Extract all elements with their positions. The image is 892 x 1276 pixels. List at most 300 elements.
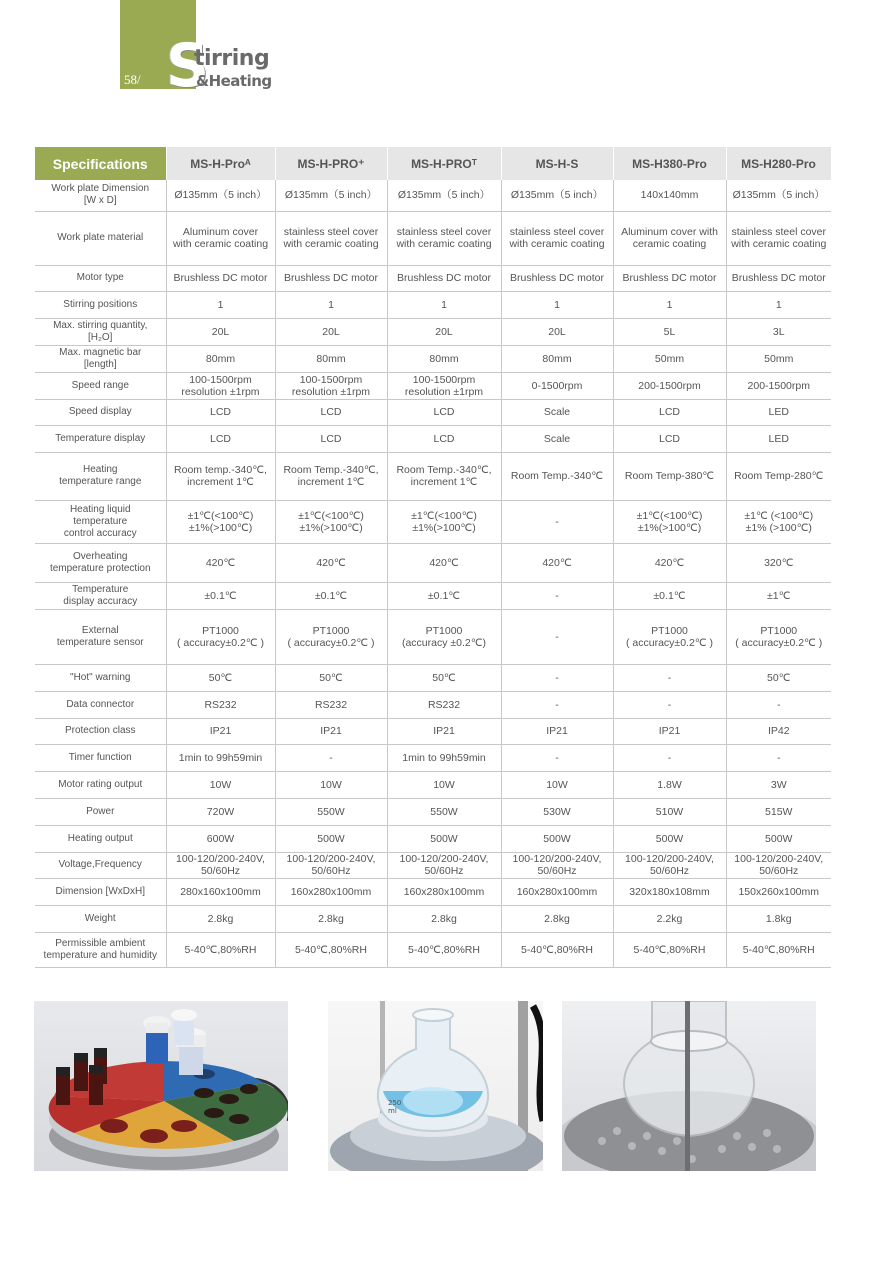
table-cell	[726, 852, 831, 878]
table-cell	[501, 345, 613, 372]
cell-value-line: IP21	[320, 725, 342, 737]
table-cell	[387, 852, 501, 878]
table-cell	[501, 372, 613, 399]
table-cell	[613, 211, 726, 265]
cell-value-line: 20L	[322, 325, 340, 338]
cell-value-line: 5-40℃,80%RH	[742, 943, 815, 956]
cell-value-line: with ceramic coating	[509, 238, 605, 250]
cell-value-line: 320℃	[764, 556, 794, 569]
cell-value-line: LED	[768, 432, 789, 445]
row-label-line: Max. magnetic bar	[59, 346, 142, 358]
table-cell	[275, 372, 387, 399]
table-cell	[387, 932, 501, 967]
cell-value-line: Brushless DC motor	[173, 272, 268, 284]
cell-value-line: 140x140mm	[640, 189, 699, 202]
cell-value-line: 50℃	[319, 671, 343, 684]
cell-value-line: 600W	[206, 832, 235, 845]
cell-value-line: -	[667, 698, 672, 711]
cell-value-line: 530W	[543, 805, 571, 818]
cell-value-line: PT1000	[651, 624, 688, 637]
row-label-line: temperature sensor	[56, 636, 144, 648]
table-cell	[613, 878, 726, 905]
table-cell	[387, 318, 501, 345]
table-cell	[613, 691, 726, 718]
cell-value-line: -	[777, 698, 781, 711]
table-cell	[166, 798, 275, 825]
row-label-line: Power	[86, 805, 115, 817]
table-cell	[501, 609, 613, 664]
cell-value-line: 80mm	[316, 352, 346, 365]
row-label	[35, 345, 166, 372]
cell-value-line: 1	[217, 298, 224, 311]
table-cell	[166, 318, 275, 345]
cell-value-line: 160x280x100mm	[403, 885, 485, 898]
table-cell	[166, 852, 275, 878]
cell-value-line: 100-120/200-240V,	[286, 853, 376, 865]
table-cell	[501, 582, 613, 609]
table-cell	[613, 852, 726, 878]
cell-value-line: ( accuracy±0.2℃ )	[287, 636, 375, 649]
table-cell	[613, 500, 726, 543]
row-label	[35, 718, 166, 744]
table-cell	[501, 425, 613, 452]
cell-value-line: 100-1500rpm	[299, 373, 363, 386]
cell-value-line: PT1000	[312, 624, 350, 637]
cell-value-line: Ø135mm（5 inch）	[397, 189, 491, 202]
cell-value-line: 420℃	[205, 556, 236, 569]
flask-mark-unit: ml	[388, 1107, 397, 1115]
table-row	[35, 878, 831, 905]
cell-value-line: LED	[768, 406, 789, 418]
cell-value-line: Ø135mm（5 inch）	[174, 189, 267, 202]
cell-value-line: Ø135mm（5 inch）	[284, 189, 378, 202]
table-cell	[726, 905, 831, 932]
cell-value-line: -	[667, 671, 672, 684]
table-cell	[613, 609, 726, 664]
cell-value-line: 1min to 99h59min	[178, 751, 263, 764]
cell-value-line: -	[555, 751, 559, 764]
cell-value-line: 500W	[430, 832, 458, 845]
cell-value-line: ±1% (>100℃)	[745, 521, 812, 534]
table-cell	[275, 932, 387, 967]
cell-value-line: RS232	[427, 698, 461, 711]
table-row	[35, 211, 831, 265]
table-row	[35, 718, 831, 744]
cell-value-line: 50℃	[767, 671, 791, 684]
table-row	[35, 744, 831, 771]
cell-value-line: stainless steel cover	[731, 226, 827, 238]
cell-value-line: 50/60Hz	[424, 865, 464, 877]
table-cell	[387, 905, 501, 932]
cell-value-line: resolution ±1rpm	[404, 385, 484, 398]
row-label-line: "Hot" warning	[70, 671, 131, 683]
cell-value-line: 80mm	[542, 352, 572, 365]
table-cell	[166, 399, 275, 425]
cell-value-line: ±1℃(<100℃)	[411, 509, 477, 522]
row-label	[35, 905, 166, 932]
cell-value-line: Room Temp.-340℃,	[283, 464, 379, 476]
model-header: MS-H-PROᵀ	[387, 147, 501, 180]
row-label-line: Data connector	[66, 698, 135, 710]
table-cell	[501, 664, 613, 691]
table-row	[35, 291, 831, 318]
row-label-line: Heating	[83, 464, 118, 475]
row-label-line: temperature and humidity	[43, 949, 157, 961]
row-label	[35, 798, 166, 825]
table-cell	[275, 318, 387, 345]
table-cell	[726, 609, 831, 664]
model-header: MS-H-Proᴬ	[166, 147, 275, 180]
table-row	[35, 265, 831, 291]
row-label	[35, 211, 166, 265]
table-row	[35, 180, 831, 211]
row-label-line: Max. stirring quantity,	[53, 319, 148, 331]
table-cell	[501, 180, 613, 211]
row-label	[35, 543, 166, 582]
model-header: MS-H-S	[501, 147, 613, 180]
flask-illustration	[328, 1001, 543, 1171]
table-cell	[166, 180, 275, 211]
table-cell	[387, 582, 501, 609]
table-cell	[726, 691, 831, 718]
cell-value-line: ±1%(>100℃)	[412, 521, 476, 534]
cell-value-line: 5-40℃,80%RH	[521, 943, 593, 956]
cell-value-line: 1.8kg	[765, 912, 792, 925]
table-cell	[726, 932, 831, 967]
cell-value-line: 420℃	[654, 556, 685, 569]
cell-value-line: 2.8kg	[207, 912, 234, 925]
cell-value-line: LCD	[209, 432, 231, 445]
cell-value-line: 100-120/200-240V,	[512, 853, 602, 865]
cell-value-line: 50℃	[432, 671, 456, 684]
flask-mark-volume: 250	[388, 1099, 402, 1107]
cell-value-line: ±1%(>100℃)	[188, 521, 253, 534]
table-cell	[613, 180, 726, 211]
row-label-line: Heating liquid	[69, 503, 131, 515]
cell-value-line: 50mm	[764, 352, 794, 365]
cell-value-line: 100-1500rpm	[189, 373, 252, 386]
table-cell	[387, 399, 501, 425]
table-body	[35, 180, 831, 967]
model-header: MS-H280-Pro	[726, 147, 831, 180]
table-cell	[726, 543, 831, 582]
cell-value-line: -	[555, 589, 559, 602]
cell-value-line: 50/60Hz	[537, 865, 577, 877]
table-cell	[726, 291, 831, 318]
table-cell	[726, 878, 831, 905]
cell-value-line: 80mm	[205, 352, 236, 365]
table-cell	[613, 291, 726, 318]
cell-value-line: 160x280x100mm	[516, 885, 598, 898]
cell-value-line: 420℃	[542, 556, 572, 569]
row-label	[35, 180, 166, 211]
cell-value-line: 550W	[317, 805, 345, 818]
table-cell	[275, 500, 387, 543]
cell-value-line: LCD	[209, 406, 231, 418]
table-cell	[613, 452, 726, 500]
cell-value-line: 10W	[433, 778, 455, 791]
table-row	[35, 318, 831, 345]
row-label	[35, 452, 166, 500]
photo-beads-bath	[562, 1001, 816, 1171]
row-label-line: External	[81, 624, 119, 636]
row-label-line: Motor type	[76, 272, 124, 283]
table-cell	[166, 825, 275, 852]
table-cell	[387, 345, 501, 372]
cell-value-line: 1.8W	[657, 778, 682, 791]
table-cell	[387, 500, 501, 543]
cell-value-line: IP42	[767, 725, 790, 737]
row-label-line: [H₂O]	[88, 331, 113, 343]
cell-value-line: ±1℃ (<100℃)	[744, 509, 814, 522]
cell-value-line: 1	[666, 298, 673, 311]
cell-value-line: Room Temp.-340℃,	[396, 464, 492, 476]
row-label	[35, 500, 166, 543]
cell-value-line: 515W	[765, 805, 793, 818]
table-cell	[166, 211, 275, 265]
cell-value-line: Brushless DC motor	[622, 272, 717, 284]
cell-value-line: Brushless DC motor	[397, 272, 491, 284]
table-cell	[166, 878, 275, 905]
cell-value-line: Aluminum cover with	[621, 226, 718, 238]
cell-value-line: 1	[775, 298, 782, 311]
table-cell	[387, 211, 501, 265]
cell-value-line: 20L	[548, 325, 566, 338]
cell-value-line: with ceramic coating	[172, 238, 269, 250]
table-cell	[726, 798, 831, 825]
table-cell	[387, 691, 501, 718]
table-cell	[613, 372, 726, 399]
table-cell	[275, 691, 387, 718]
cell-value-line: 20L	[435, 325, 453, 338]
cell-value-line: RS232	[204, 698, 237, 711]
cell-value-line: 3L	[772, 325, 785, 338]
row-label-line: Dimension [WxDxH]	[55, 885, 145, 897]
row-label	[35, 664, 166, 691]
table-cell	[726, 318, 831, 345]
photo-multi-vial-block	[34, 1001, 288, 1171]
table-cell	[726, 744, 831, 771]
table-cell	[275, 582, 387, 609]
table-cell	[613, 664, 726, 691]
cell-value-line: 420℃	[316, 556, 346, 569]
cell-value-line: Scale	[543, 432, 571, 445]
cell-value-line: resolution ±1rpm	[181, 385, 260, 398]
table-cell	[726, 372, 831, 399]
table-header-row	[35, 147, 831, 180]
table-cell	[613, 905, 726, 932]
cell-value-line: LCD	[320, 406, 342, 418]
table-cell	[166, 932, 275, 967]
table-cell	[166, 771, 275, 798]
cell-value-line: resolution ±1rpm	[291, 385, 371, 398]
cell-value-line: ±1℃(<100℃)	[187, 509, 254, 522]
table-cell	[501, 798, 613, 825]
table-cell	[387, 543, 501, 582]
cell-value-line: Room temp.-340℃,	[174, 464, 267, 476]
table-cell	[166, 691, 275, 718]
cell-value-line: ±1℃(<100℃)	[636, 509, 703, 522]
cell-value-line: 3W	[770, 778, 787, 791]
table-cell	[166, 744, 275, 771]
cell-value-line: ceramic coating	[632, 238, 707, 250]
row-label	[35, 691, 166, 718]
table-cell	[501, 399, 613, 425]
cell-value-line: with ceramic coating	[283, 238, 379, 250]
table-cell	[726, 180, 831, 211]
table-cell	[275, 609, 387, 664]
table-cell	[166, 345, 275, 372]
table-cell	[275, 798, 387, 825]
row-label	[35, 399, 166, 425]
row-label-line: [W x D]	[83, 195, 117, 207]
cell-value-line: Brushless DC motor	[510, 272, 604, 284]
cell-value-line: 10W	[320, 778, 342, 791]
row-label	[35, 825, 166, 852]
table-cell	[613, 582, 726, 609]
table-cell	[166, 500, 275, 543]
table-cell	[501, 878, 613, 905]
row-label	[35, 425, 166, 452]
table-cell	[275, 399, 387, 425]
table-cell	[166, 609, 275, 664]
cell-value-line: ±1℃(<100℃)	[298, 509, 364, 522]
table-cell	[613, 425, 726, 452]
cell-value-line: ±1%(>100℃)	[637, 521, 702, 534]
table-row	[35, 345, 831, 372]
table-row	[35, 852, 831, 878]
table-cell	[275, 543, 387, 582]
table-cell	[387, 265, 501, 291]
table-cell	[275, 744, 387, 771]
table-cell	[726, 399, 831, 425]
table-cell	[613, 265, 726, 291]
table-cell	[501, 771, 613, 798]
row-label	[35, 372, 166, 399]
cell-value-line: ±0.1℃	[653, 589, 686, 602]
table-row	[35, 399, 831, 425]
table-cell	[501, 291, 613, 318]
row-label-line: Speed display	[68, 406, 132, 417]
cell-value-line: -	[555, 671, 559, 684]
cell-value-line: Brushless DC motor	[284, 272, 378, 284]
table-row	[35, 691, 831, 718]
table-cell	[275, 664, 387, 691]
table-cell	[275, 265, 387, 291]
table-cell	[501, 211, 613, 265]
cell-value-line: 50℃	[208, 671, 233, 684]
row-label-line: Stirring positions	[63, 298, 138, 310]
row-label-line: display accuracy	[63, 595, 138, 607]
cell-value-line: 100-120/200-240V,	[399, 853, 489, 865]
cell-value-line: 5-40℃,80%RH	[295, 943, 367, 956]
specifications-table	[35, 147, 832, 968]
table-row	[35, 771, 831, 798]
table-cell	[501, 905, 613, 932]
table-cell	[166, 372, 275, 399]
cell-value-line: 150x260x100mm	[738, 885, 820, 898]
row-label-line: Voltage,Frequency	[58, 859, 142, 870]
table-row	[35, 905, 831, 932]
cell-value-line: 720W	[206, 805, 235, 818]
table-cell	[387, 180, 501, 211]
row-label	[35, 744, 166, 771]
row-label-line: Overheating	[73, 550, 128, 562]
cell-value-line: LCD	[658, 406, 680, 418]
cell-value-line: 500W	[655, 832, 684, 845]
row-label-line: Temperature	[72, 583, 129, 595]
row-label-line: Protection class	[64, 725, 136, 736]
cell-value-line: 200-1500rpm	[747, 379, 810, 392]
cell-value-line: LCD	[433, 432, 455, 445]
row-label-line: Heating output	[67, 832, 133, 844]
title-subword: &Heating	[196, 72, 272, 90]
row-label-line: [length]	[83, 358, 117, 370]
model-header: MS-H-PRO⁺	[275, 147, 387, 180]
row-label	[35, 771, 166, 798]
table-row	[35, 609, 831, 664]
row-label-line: temperature range	[59, 476, 142, 487]
table-cell	[501, 852, 613, 878]
row-label-line: Temperature display	[55, 432, 146, 444]
table-cell	[387, 718, 501, 744]
cell-value-line: 50/60Hz	[200, 865, 241, 877]
row-label	[35, 318, 166, 345]
cell-value-line: (accuracy ±0.2℃)	[401, 636, 487, 649]
table-cell	[613, 798, 726, 825]
cell-value-line: Room Temp-380℃	[624, 470, 715, 482]
cell-value-line: 10W	[546, 778, 568, 791]
table-row	[35, 500, 831, 543]
cell-value-line: IP21	[546, 725, 568, 737]
table-cell	[275, 825, 387, 852]
cell-value-line: Brushless DC motor	[731, 272, 826, 284]
cell-value-line: 100-1500rpm	[412, 373, 476, 386]
table-cell	[387, 878, 501, 905]
cell-value-line: LCD	[658, 432, 680, 445]
cell-value-line: 500W	[765, 832, 793, 845]
specifications-header: Specifications	[35, 147, 166, 180]
cell-value-line: -	[555, 630, 559, 643]
table-row	[35, 798, 831, 825]
row-label	[35, 852, 166, 878]
row-label-line: Weight	[84, 912, 116, 924]
table-cell	[726, 452, 831, 500]
cell-value-line: 50mm	[654, 352, 685, 365]
table-row	[35, 425, 831, 452]
row-label	[35, 265, 166, 291]
table-cell	[275, 452, 387, 500]
row-label	[35, 609, 166, 664]
cell-value-line: -	[777, 751, 781, 764]
row-label-line: Work plate material	[57, 232, 144, 243]
cell-value-line: LCD	[320, 432, 342, 445]
title-word: tirring	[194, 46, 270, 71]
table-cell	[387, 609, 501, 664]
table-cell	[387, 825, 501, 852]
table-cell	[275, 425, 387, 452]
table-cell	[166, 718, 275, 744]
table-cell	[387, 771, 501, 798]
table-cell	[501, 318, 613, 345]
cell-value-line: 510W	[655, 805, 684, 818]
table-cell	[501, 825, 613, 852]
table-cell	[613, 744, 726, 771]
table-cell	[501, 718, 613, 744]
row-label	[35, 878, 166, 905]
cell-value-line: increment 1℃	[410, 476, 478, 488]
cell-value-line: 550W	[430, 805, 458, 818]
